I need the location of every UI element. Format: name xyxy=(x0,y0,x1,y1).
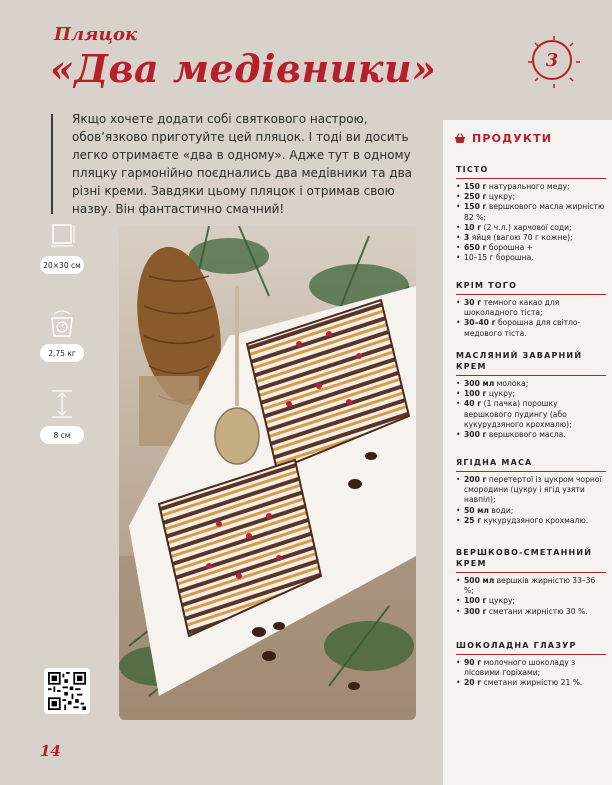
spec-weight xyxy=(40,308,84,362)
cake-photo-illustration xyxy=(119,226,416,720)
qr-code-icon xyxy=(48,672,86,710)
list-item: • 50 мл води; xyxy=(456,506,606,516)
intro-divider xyxy=(51,114,53,214)
page-number: 14 xyxy=(40,742,61,760)
list-item: • 30 г темного какао для шоколадного тіста; xyxy=(456,298,606,318)
section-also xyxy=(456,280,606,339)
recipe-number: 3 xyxy=(545,49,559,71)
list-item: • 20 г сметани жирністю 21 %. xyxy=(456,678,606,688)
list-item: • 100 г цукру; xyxy=(456,596,606,606)
ingredient-list xyxy=(456,576,606,617)
section-title: ШОКОЛАДНА ГЛАЗУР xyxy=(456,640,606,655)
list-item: • 150 г вершкового масла жирністю 82 %; xyxy=(456,202,606,222)
list-item: • 300 мл молока; xyxy=(456,379,606,389)
list-item: • 300 г вершкового масла. xyxy=(456,430,606,440)
ingredient-list xyxy=(456,379,606,440)
ingredients-heading xyxy=(454,132,552,145)
section-cream-sour-cream xyxy=(456,547,606,617)
section-dough xyxy=(456,164,606,264)
list-item: • 30–40 г борошна для світло-медового тіста. xyxy=(456,318,606,338)
scale-icon xyxy=(48,308,76,338)
spec-label: 20×30 см xyxy=(40,256,84,274)
basket-icon xyxy=(454,133,466,144)
list-item: • 500 мл вершків жирністю 33–36 %; xyxy=(456,576,606,596)
spec-label: 2,75 кг xyxy=(40,344,84,362)
intro-text: Якщо хочете додати собі святкового настрою, обов’язково приготуйте цей пляцок. І тоді ви досить легко отримаєте «два в одному». Адже тут в одному пляцку гармонійно поєднались два медівники та два різні креми. Завдяки цьому пляцок і отримав свою назву. Він фантастично смачний! xyxy=(72,112,413,216)
list-item: • 10 г (2 ч.л.) харчової соди; xyxy=(456,223,606,233)
section-title: ВЕРШКОВО-СМЕТАННИЙ КРЕМ xyxy=(456,547,606,573)
qr-code[interactable] xyxy=(44,668,90,714)
list-item: • 90 г молочного шоколаду з лісовими горіхами; xyxy=(456,658,606,678)
section-title: ЯГІДНА МАСА xyxy=(456,457,606,472)
spec-label: 8 см xyxy=(40,426,84,444)
list-item: • 40 г (1 пачка) порошку вершкового пудингу (або кукурудзяного крохмалю); xyxy=(456,399,606,430)
list-item: • 250 г цукру; xyxy=(456,192,606,202)
spec-height xyxy=(40,388,84,444)
ingredient-list xyxy=(456,298,606,339)
list-item: • 650 г борошна + xyxy=(456,243,606,253)
recipe-title: «Два медівники» xyxy=(50,46,437,91)
section-title: МАСЛЯНИЙ ЗАВАРНИЙ КРЕМ xyxy=(456,350,606,376)
list-item: • 150 г натурального меду; xyxy=(456,182,606,192)
ingredient-list xyxy=(456,182,606,264)
list-item-continued: • 10–15 г борошна. xyxy=(456,253,606,263)
ingredients-heading-text: ПРОДУКТИ xyxy=(472,132,553,145)
list-item: • 300 г сметани жирністю 30 %. xyxy=(456,607,606,617)
section-butter-cream xyxy=(456,350,606,440)
section-berry-mass xyxy=(456,457,606,526)
section-title: КРІМ ТОГО xyxy=(456,280,606,295)
spec-pan-size xyxy=(40,222,84,274)
recipe-photo xyxy=(119,226,416,720)
recipe-category: Пляцок xyxy=(54,24,138,45)
list-item: • 100 г цукру; xyxy=(456,389,606,399)
section-chocolate-glaze xyxy=(456,640,606,689)
list-item: • 25 г кукурудзяного крохмалю. xyxy=(456,516,606,526)
ingredient-list xyxy=(456,658,606,689)
height-icon xyxy=(48,388,76,420)
section-title: ТІСТО xyxy=(456,164,606,179)
square-pan-icon xyxy=(48,222,76,250)
ingredient-list xyxy=(456,475,606,526)
list-item: • 3 яйця (вагою 70 г кожне); xyxy=(456,233,606,243)
list-item: • 200 г перетертої із цукром чорної смородини (цукру і ягід узяти навпіл); xyxy=(456,475,606,506)
recipe-number-badge xyxy=(532,40,572,80)
